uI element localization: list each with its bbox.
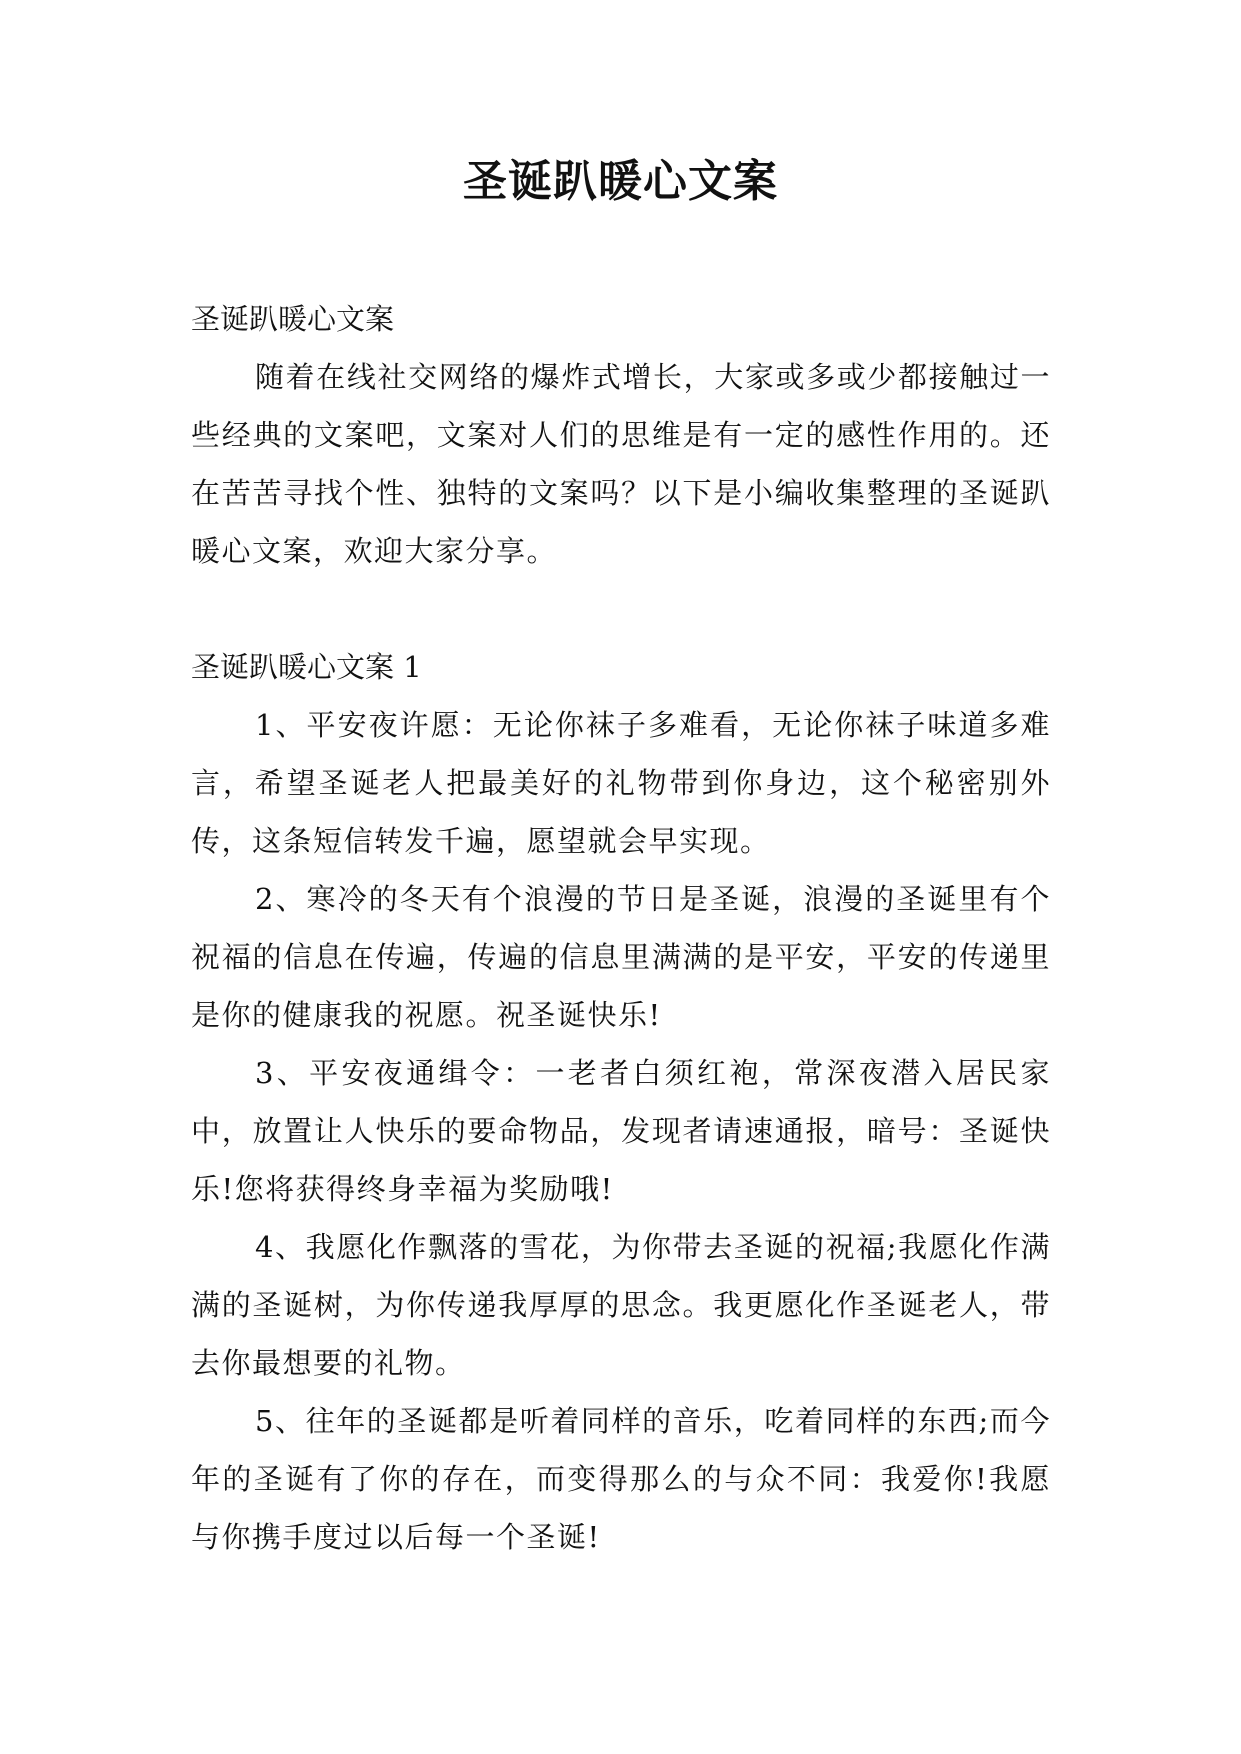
list-item: 1、平安夜许愿：无论你袜子多难看，无论你袜子味道多难言，希望圣诞老人把最美好的礼物带到你身边，这个秘密别外传，这条短信转发千遍，愿望就会早实现。 [191, 708, 1051, 858]
list-item: 3、平安夜通缉令：一老者白须红袍，常深夜潜入居民家中，放置让人快乐的要命物品，发现者请速通报，暗号：圣诞快乐!您将获得终身幸福为奖励哦! [191, 1056, 1051, 1206]
list-item: 4、我愿化作飘落的雪花，为你带去圣诞的祝福;我愿化作满满的圣诞树，为你传递我厚厚的思念。我更愿化作圣诞老人，带去你最想要的礼物。 [191, 1230, 1051, 1380]
section-heading: 圣诞趴暖心文案 1 [191, 650, 422, 684]
list-item: 5、往年的圣诞都是听着同样的音乐，吃着同样的东西;而今年的圣诞有了你的存在，而变得那么的与众不同：我爱你!我愿与你携手度过以后每一个圣诞! [191, 1404, 1051, 1554]
document-title: 圣诞趴暖心文案 [463, 156, 778, 207]
paragraph-spacer [191, 580, 1051, 638]
document-body [191, 290, 1051, 1566]
document-subtitle: 圣诞趴暖心文案 [191, 302, 395, 336]
list-item: 2、寒冷的冬天有个浪漫的节日是圣诞，浪漫的圣诞里有个祝福的信息在传遍，传遍的信息里满满的是平安，平安的传递里是你的健康我的祝愿。祝圣诞快乐! [191, 882, 1051, 1032]
intro-paragraph: 随着在线社交网络的爆炸式增长，大家或多或少都接触过一些经典的文案吧，文案对人们的思维是有一定的感性作用的。还在苦苦寻找个性、独特的文案吗？以下是小编收集整理的圣诞趴暖心文案，欢迎大家分享。 [191, 360, 1051, 568]
